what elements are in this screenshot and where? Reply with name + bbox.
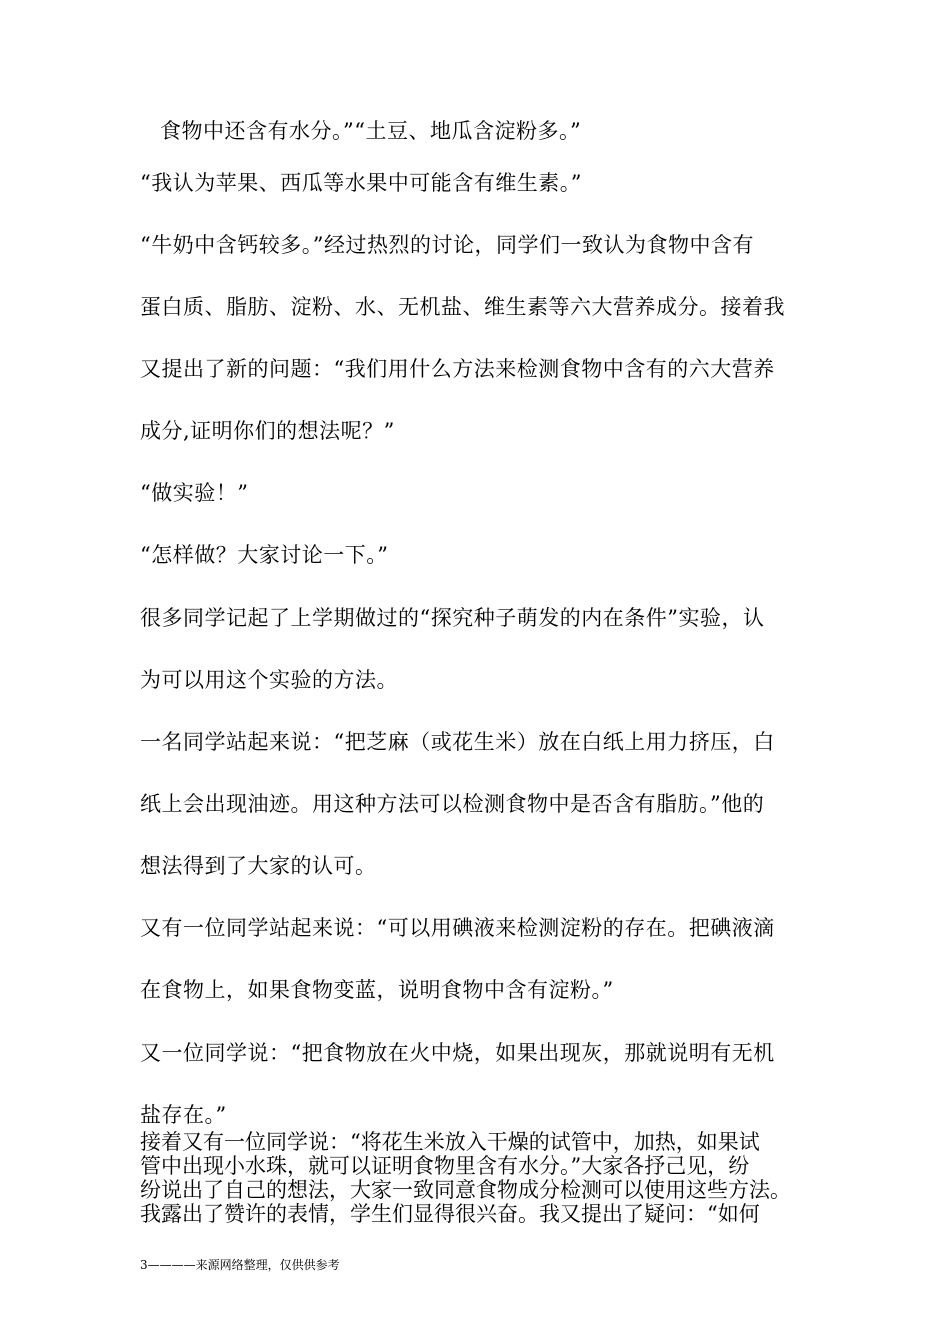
paragraph-line: 想法得到了大家的认可。 bbox=[140, 854, 377, 878]
paragraph-line: 又有一位同学站起来说：“可以用碘液来检测淀粉的存在。把碘液滴 bbox=[140, 916, 775, 940]
paragraph-line: “我认为苹果、西瓜等水果中可能含有维生素。” bbox=[140, 171, 582, 195]
paragraph-line: 纸上会出现油迹。用这种方法可以检测食物中是否含有脂肪。”他的 bbox=[140, 792, 765, 816]
paragraph-line: 我露出了赞许的表情，学生们显得很兴奋。我又提出了疑问：“如何 bbox=[140, 1202, 760, 1226]
paragraph-line: 成分,证明你们的想法呢？” bbox=[140, 419, 395, 443]
dense-paragraph bbox=[140, 1130, 820, 1226]
paragraph-line: 为可以用这个实验的方法。 bbox=[140, 668, 398, 692]
page-footer: 3————来源网络整理，仅供供参考 bbox=[140, 1258, 340, 1272]
paragraph-line: 又提出了新的问题：“我们用什么方法来检测食物中含有的六大营养 bbox=[140, 357, 775, 381]
paragraph-line: 接着又有一位同学说：“将花生米放入干燥的试管中，加热，如果试 bbox=[140, 1130, 760, 1154]
paragraph-line: “怎样做？大家讨论一下。” bbox=[140, 543, 389, 567]
paragraph-line: 又一位同学说：“把食物放在火中烧，如果出现灰，那就说明有无机 bbox=[140, 1041, 775, 1065]
paragraph-line: 蛋白质、脂肪、淀粉、水、无机盐、维生素等六大营养成分。接着我 bbox=[140, 295, 785, 319]
paragraph-line: “牛奶中含钙较多。”经过热烈的讨论，同学们一致认为食物中含有 bbox=[140, 233, 754, 257]
paragraph-line: 在食物上，如果食物变蓝，说明食物中含有淀粉。” bbox=[140, 978, 614, 1002]
paragraph-line: 管中出现小水珠，就可以证明食物里含有水分。”大家各抒己见，纷 bbox=[140, 1154, 750, 1178]
paragraph-line: 盐存在。” bbox=[140, 1103, 227, 1127]
paragraph-line: 很多同学记起了上学期做过的“探究种子萌发的内在条件”实验，认 bbox=[140, 606, 765, 630]
paragraph-line: 纷说出了自己的想法，大家一致同意食物成分检测可以使用这些方法。 bbox=[140, 1178, 791, 1202]
paragraph-line: 一名同学站起来说：“把芝麻（或花生米）放在白纸上用力挤压，白 bbox=[140, 730, 775, 754]
paragraph-line: “做实验！” bbox=[140, 481, 249, 505]
paragraph-line: 食物中还含有水分。”“土豆、地瓜含淀粉多。” bbox=[160, 119, 582, 143]
